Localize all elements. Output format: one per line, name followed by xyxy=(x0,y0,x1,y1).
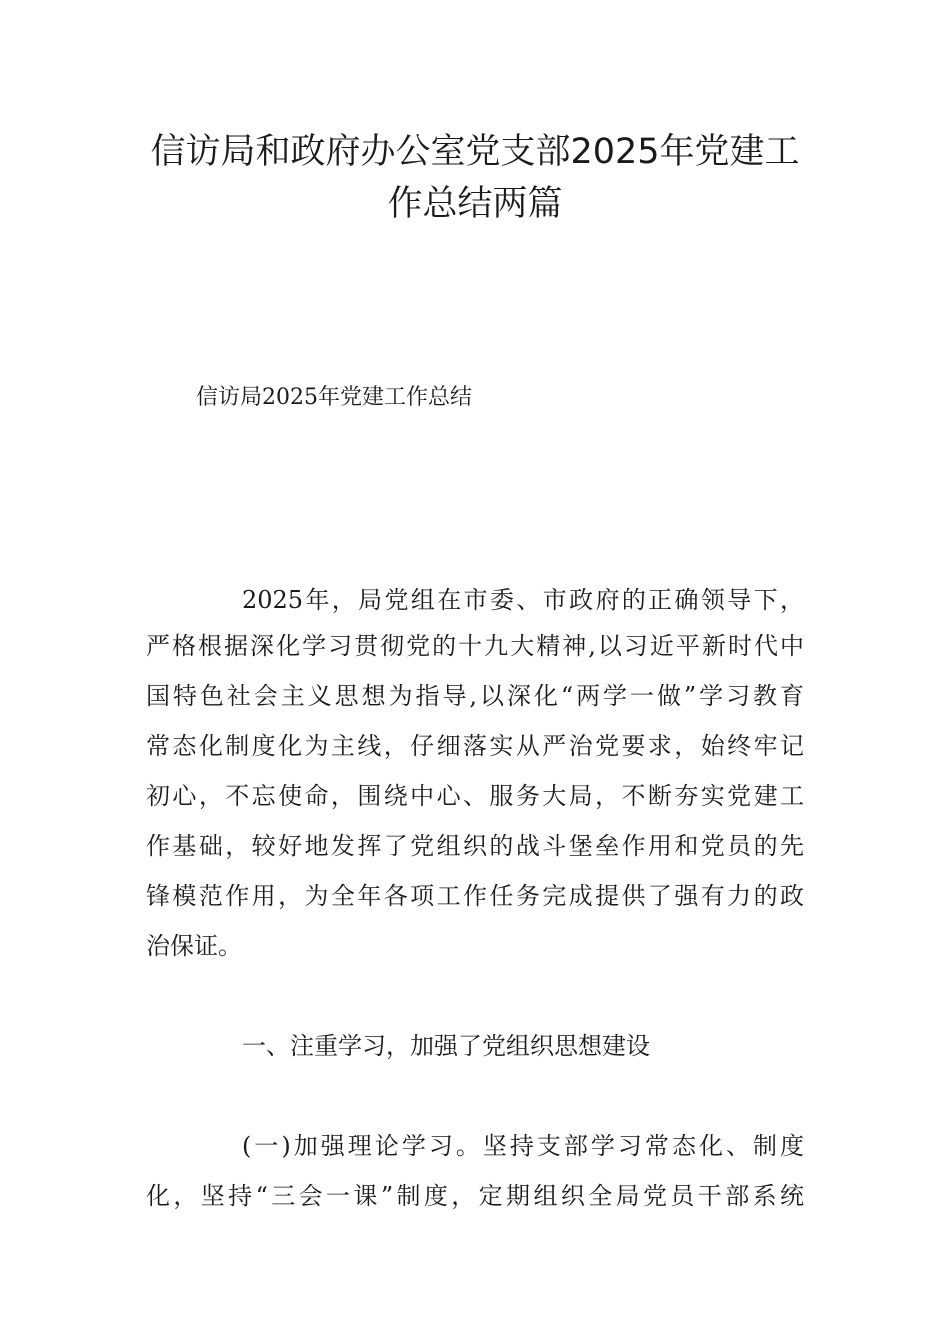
title-line-2: 作总结两篇 xyxy=(387,184,563,224)
paragraph-line: 治保证。 xyxy=(146,932,242,960)
paragraph-line: 初心，不忘使命，围绕中心、服务大局，不断夯实党建工 xyxy=(146,782,804,810)
title-line-1: 信访局和政府办公室党支部2025年党建工 xyxy=(150,132,800,172)
paragraph-line: 严格根据深化学习贯彻党的十九大精神,以习近平新时代中 xyxy=(146,632,804,660)
section-heading: 一、注重学习，加强了党组织思想建设 xyxy=(242,1032,650,1060)
document-title xyxy=(100,126,850,230)
paragraph-line: 化，坚持“三会一课”制度，定期组织全局党员干部系统 xyxy=(146,1182,804,1210)
section-subtitle: 信访局2025年党建工作总结 xyxy=(196,385,472,410)
paragraph-line: 锋模范作用，为全年各项工作任务完成提供了强有力的政 xyxy=(146,882,804,910)
paragraph-line: (一)加强理论学习。坚持支部学习常态化、制度 xyxy=(242,1132,804,1160)
paragraph-line: 作基础，较好地发挥了党组织的战斗堡垒作用和党员的先 xyxy=(146,832,804,860)
paragraph-line: 常态化制度化为主线，仔细落实从严治党要求，始终牢记 xyxy=(146,732,804,760)
paragraph-line: 2025年，局党组在市委、市政府的正确领导下， xyxy=(242,586,804,614)
paragraph-line: 国特色社会主义思想为指导,以深化“两学一做”学习教育 xyxy=(146,682,804,710)
